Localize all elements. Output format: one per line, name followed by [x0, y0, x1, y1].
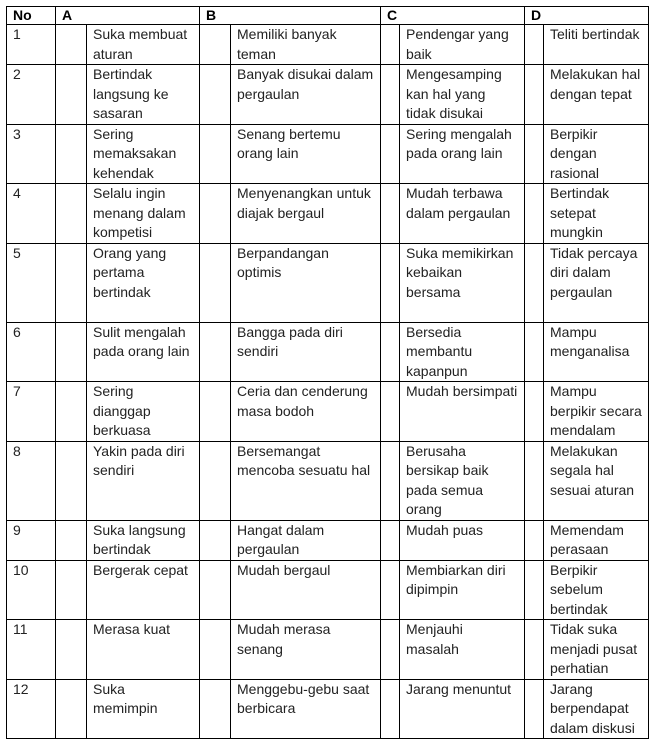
- option-b-cell: Menggebu-gebu saat berbicara: [231, 679, 381, 739]
- option-b-cell: Senang bertemu orang lain: [231, 124, 381, 184]
- table-row: [7, 382, 649, 442]
- header-row: [7, 7, 649, 25]
- option-a-cell: Sering dianggap berkuasa: [87, 382, 200, 442]
- option-a-cell: Bertindak langsung ke sasaran: [87, 65, 200, 125]
- row-number: 1: [7, 25, 56, 65]
- option-c-cell: Bersedia membantu kapanpun: [400, 322, 525, 382]
- table-row: [7, 620, 649, 680]
- option-b-cell: Banyak disukai dalam pergaulan: [231, 65, 381, 125]
- option-d-cell: Mampu menganalisa: [544, 322, 649, 382]
- option-d-cell: Mampu berpikir secara mendalam: [544, 382, 649, 442]
- blank-cell[interactable]: [525, 441, 544, 520]
- blank-cell[interactable]: [525, 560, 544, 620]
- option-a-cell: Sulit mengalah pada orang lain: [87, 322, 200, 382]
- option-a-cell: Selalu ingin menang dalam kompetisi: [87, 184, 200, 244]
- option-d-cell: Teliti bertindak: [544, 25, 649, 65]
- option-a-cell: Bergerak cepat: [87, 560, 200, 620]
- option-d-cell: Melakukan segala hal sesuai aturan: [544, 441, 649, 520]
- blank-cell[interactable]: [525, 124, 544, 184]
- option-c-cell: Pendengar yang baik: [400, 25, 525, 65]
- option-d-cell: Bertindak setepat mungkin: [544, 184, 649, 244]
- table-row: [7, 184, 649, 244]
- option-a-cell: Sering memaksakan kehendak: [87, 124, 200, 184]
- personality-table: [6, 6, 649, 739]
- blank-cell[interactable]: [525, 620, 544, 680]
- blank-cell[interactable]: [381, 620, 400, 680]
- option-a-cell: Merasa kuat: [87, 620, 200, 680]
- option-a-cell: Orang yang pertama bertindak: [87, 243, 200, 322]
- row-number: 3: [7, 124, 56, 184]
- table-row: [7, 322, 649, 382]
- option-d-cell: Jarang berpendapat dalam diskusi: [544, 679, 649, 739]
- option-d-cell: Berpikir sebelum bertindak: [544, 560, 649, 620]
- row-number: 12: [7, 679, 56, 739]
- row-number: 10: [7, 560, 56, 620]
- blank-cell[interactable]: [381, 520, 400, 560]
- option-d-cell: Melakukan hal dengan tepat: [544, 65, 649, 125]
- table-row: [7, 65, 649, 125]
- row-number: 6: [7, 322, 56, 382]
- row-number: 9: [7, 520, 56, 560]
- option-b-cell: Mudah merasa senang: [231, 620, 381, 680]
- blank-cell[interactable]: [200, 243, 231, 322]
- blank-cell[interactable]: [200, 679, 231, 739]
- blank-cell[interactable]: [56, 322, 87, 382]
- option-c-cell: Jarang menuntut: [400, 679, 525, 739]
- blank-cell[interactable]: [56, 679, 87, 739]
- blank-cell[interactable]: [381, 382, 400, 442]
- blank-cell[interactable]: [56, 184, 87, 244]
- table-row: [7, 679, 649, 739]
- blank-cell[interactable]: [200, 322, 231, 382]
- option-b-cell: Memiliki banyak teman: [231, 25, 381, 65]
- header-a: A: [56, 7, 200, 25]
- option-c-cell: Mudah puas: [400, 520, 525, 560]
- blank-cell[interactable]: [200, 124, 231, 184]
- header-b: B: [200, 7, 381, 25]
- option-d-cell: Tidak percaya diri dalam pergaulan: [544, 243, 649, 322]
- blank-cell[interactable]: [381, 441, 400, 520]
- option-c-cell: Mudah terbawa dalam pergaulan: [400, 184, 525, 244]
- blank-cell[interactable]: [525, 520, 544, 560]
- blank-cell[interactable]: [381, 679, 400, 739]
- option-d-cell: Memendam perasaan: [544, 520, 649, 560]
- blank-cell[interactable]: [525, 679, 544, 739]
- row-number: 11: [7, 620, 56, 680]
- option-d-cell: Tidak suka menjadi pusat perhatian: [544, 620, 649, 680]
- blank-cell[interactable]: [381, 322, 400, 382]
- row-number: 7: [7, 382, 56, 442]
- option-b-cell: Ceria dan cenderung masa bodoh: [231, 382, 381, 442]
- header-c: C: [381, 7, 525, 25]
- option-b-cell: Menyenangkan untuk diajak bergaul: [231, 184, 381, 244]
- table-row: [7, 243, 649, 322]
- table-row: [7, 520, 649, 560]
- table-row: [7, 441, 649, 520]
- option-c-cell: Membiarkan diri dipimpin: [400, 560, 525, 620]
- blank-cell[interactable]: [200, 184, 231, 244]
- option-b-cell: Bersemangat mencoba sesuatu hal: [231, 441, 381, 520]
- option-c-cell: Menjauhi masalah: [400, 620, 525, 680]
- blank-cell[interactable]: [56, 520, 87, 560]
- table-row: [7, 560, 649, 620]
- blank-cell[interactable]: [56, 65, 87, 125]
- blank-cell[interactable]: [200, 620, 231, 680]
- blank-cell[interactable]: [200, 382, 231, 442]
- option-a-cell: Suka membuat aturan: [87, 25, 200, 65]
- blank-cell[interactable]: [525, 322, 544, 382]
- blank-cell[interactable]: [525, 25, 544, 65]
- option-c-cell: Suka memikirkan kebaikan bersama: [400, 243, 525, 322]
- option-b-cell: Bangga pada diri sendiri: [231, 322, 381, 382]
- blank-cell[interactable]: [56, 25, 87, 65]
- option-a-cell: Suka memimpin: [87, 679, 200, 739]
- option-c-cell: Mengesamping kan hal yang tidak disukai: [400, 65, 525, 125]
- blank-cell[interactable]: [381, 243, 400, 322]
- row-number: 2: [7, 65, 56, 125]
- table-row: [7, 25, 649, 65]
- blank-cell[interactable]: [525, 184, 544, 244]
- blank-cell[interactable]: [200, 25, 231, 65]
- blank-cell[interactable]: [56, 382, 87, 442]
- blank-cell[interactable]: [525, 382, 544, 442]
- header-no: No: [7, 7, 56, 25]
- blank-cell[interactable]: [200, 560, 231, 620]
- row-number: 8: [7, 441, 56, 520]
- blank-cell[interactable]: [56, 124, 87, 184]
- option-a-cell: Suka langsung bertindak: [87, 520, 200, 560]
- blank-cell[interactable]: [200, 65, 231, 125]
- blank-cell[interactable]: [381, 124, 400, 184]
- option-b-cell: Berpandangan optimis: [231, 243, 381, 322]
- option-c-cell: Sering mengalah pada orang lain: [400, 124, 525, 184]
- option-b-cell: Mudah bergaul: [231, 560, 381, 620]
- blank-cell[interactable]: [56, 441, 87, 520]
- blank-cell[interactable]: [200, 520, 231, 560]
- option-c-cell: Berusaha bersikap baik pada semua orang: [400, 441, 525, 520]
- row-number: 5: [7, 243, 56, 322]
- option-a-cell: Yakin pada diri sendiri: [87, 441, 200, 520]
- blank-cell[interactable]: [381, 184, 400, 244]
- blank-cell[interactable]: [381, 65, 400, 125]
- row-number: 4: [7, 184, 56, 244]
- option-b-cell: Hangat dalam pergaulan: [231, 520, 381, 560]
- table-row: [7, 124, 649, 184]
- blank-cell[interactable]: [381, 25, 400, 65]
- blank-cell[interactable]: [381, 560, 400, 620]
- blank-cell[interactable]: [525, 65, 544, 125]
- blank-cell[interactable]: [56, 560, 87, 620]
- blank-cell[interactable]: [525, 243, 544, 322]
- header-d: D: [525, 7, 649, 25]
- blank-cell[interactable]: [56, 243, 87, 322]
- blank-cell[interactable]: [56, 620, 87, 680]
- option-d-cell: Berpikir dengan rasional: [544, 124, 649, 184]
- option-c-cell: Mudah bersimpati: [400, 382, 525, 442]
- blank-cell[interactable]: [200, 441, 231, 520]
